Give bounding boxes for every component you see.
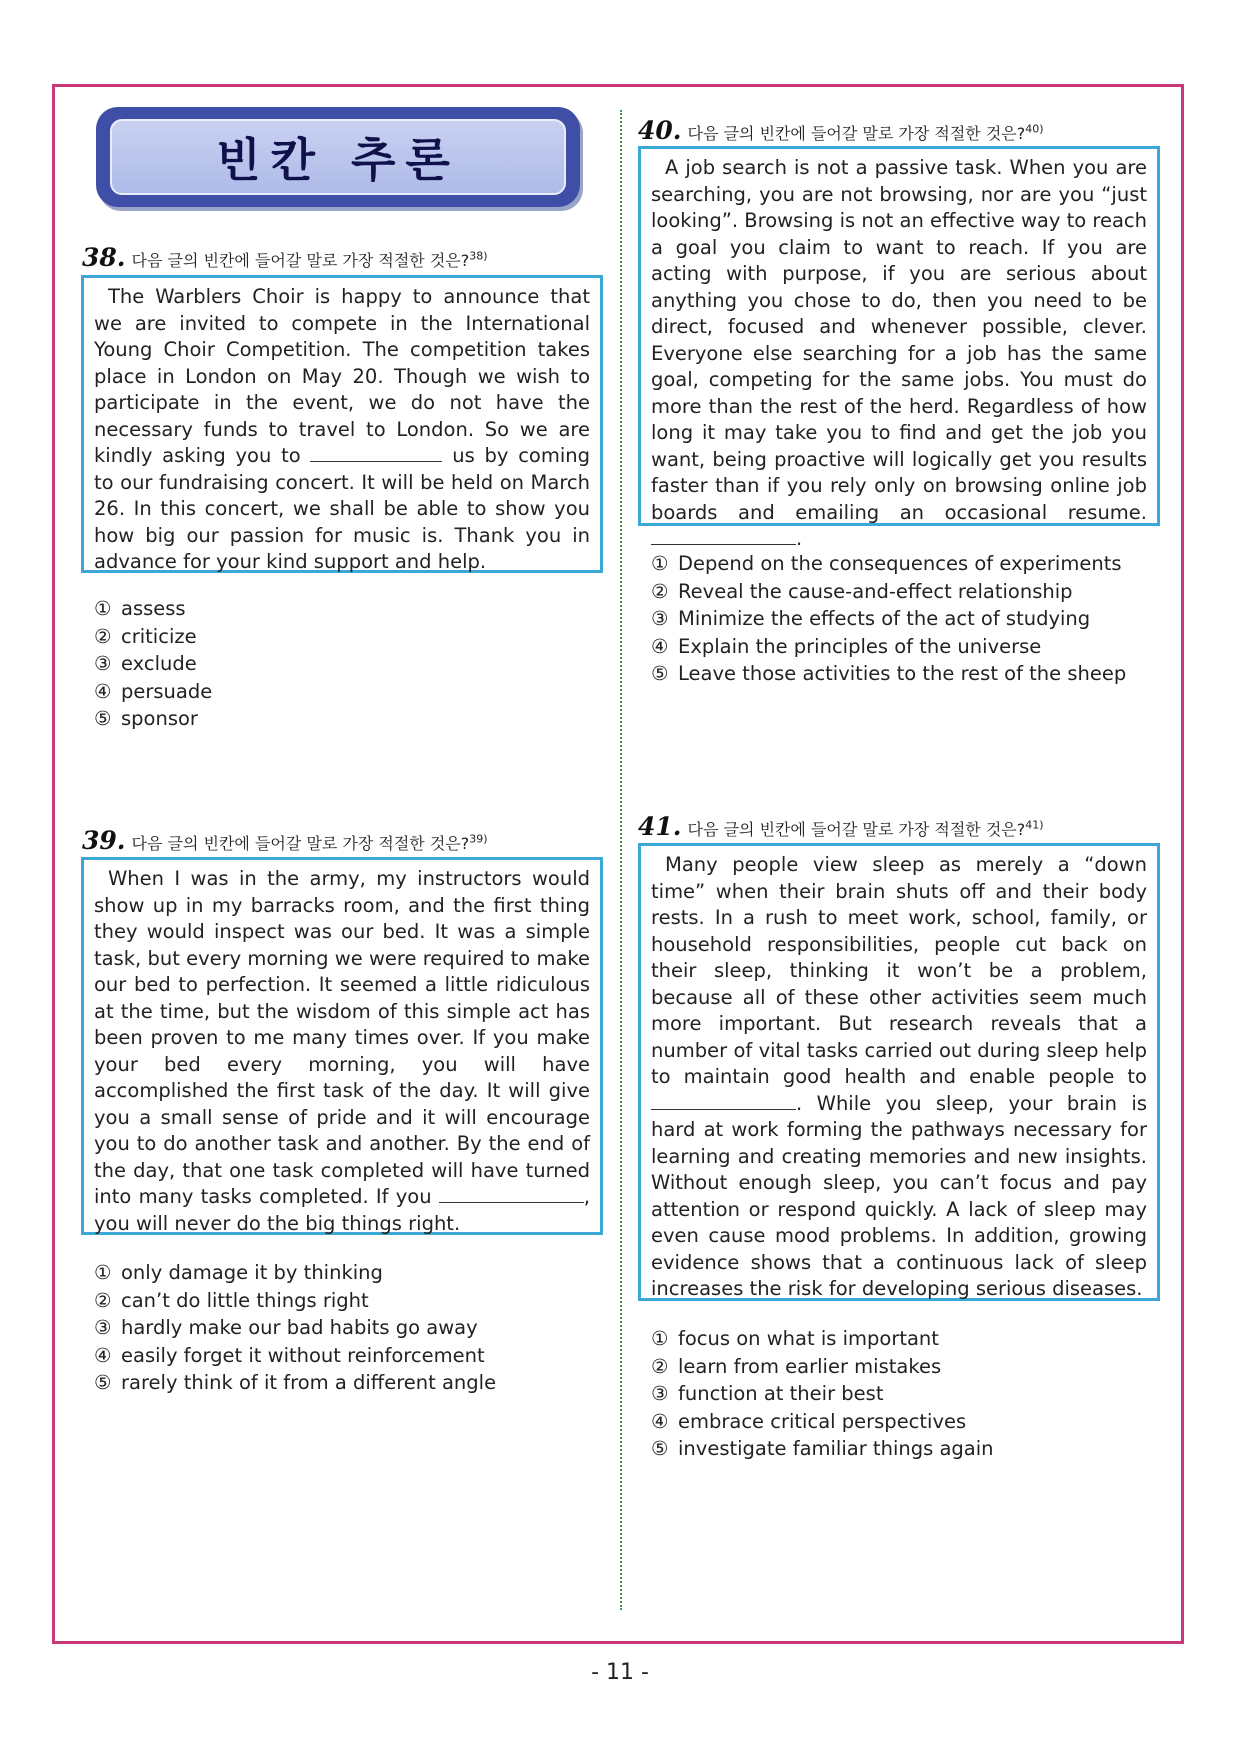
question-number: 41. (638, 812, 682, 841)
question-41-options (651, 1325, 994, 1463)
answer-blank (439, 1184, 584, 1203)
question-38-options (94, 595, 212, 733)
option-item[interactable]: ① only damage it by thinking (94, 1261, 383, 1284)
section-title: 빈칸 추론 (216, 133, 460, 187)
option-item[interactable]: ② can’t do little things right (94, 1288, 369, 1312)
passage-text: When I was in the army, my instructors would show up in my barracks room, and the first thing they would inspect was our bed. It was a simple task, but every morning we were required to make our bed to perfection. It seemed a little ridiculous at the time, but the wisdom of this simple act has been proven to me many times over. If you make your bed every morning, you will have accomplished the first task of the day. It will give you a small sense of pride and it will encourage you to do another task and another. By the end of the day, that one task completed will have turned into many tasks completed. If you (94, 867, 590, 1208)
option-item[interactable]: ① assess (94, 597, 186, 620)
option-item[interactable]: ③ function at their best (651, 1382, 884, 1405)
option-item[interactable]: ③ exclude (94, 652, 197, 675)
option-item[interactable]: ② Reveal the cause-and-effect relationship (651, 579, 1073, 603)
question-prompt: 다음 글의 빈칸에 들어갈 말로 가장 적절한 것은?$^{40)}$ (687, 122, 1044, 143)
section-title-inner (110, 119, 566, 195)
answer-blank (310, 443, 442, 462)
question-38-header (82, 243, 488, 272)
question-41-passage (638, 843, 1160, 1301)
question-41-header (638, 812, 1044, 841)
question-number: 40. (638, 116, 682, 145)
question-prompt: 다음 글의 빈칸에 들어갈 말로 가장 적절한 것은?$^{41)}$ (687, 818, 1044, 839)
passage-text: . (796, 527, 803, 550)
option-item[interactable]: ⑤ Leave those activities to the rest of the sheep (651, 662, 1127, 685)
passage-text: Many people view sleep as merely a “down time” when their brain shuts off and their body rests. In a rush to meet work, school, family, or household responsibilities, people cut back on their sleep, thinking it won’t be a problem, because all of these other activities seem much more important. But research reveals that a number of vital tasks carried out during sleep help to maintain good health and enable people to (651, 853, 1147, 1088)
passage-text: A job search is not a passive task. When you are searching, you are not browsing, nor are you “just looking”. Browsing is not an effective way to reach a goal you claim to want to reach. If you are acting with purpose, if you are serious about anything you chose to do, then you need to be direct, focused and whenever possible, clever. Everyone else searching for a job has the same goal, competing for the same jobs. You must do more than the rest of the herd. Regardless of how long it may take you to find and get the job you want, being proactive will logically get you results faster than if you rely only on browsing online job boards and emailing an occasional resume. (651, 156, 1147, 524)
column-divider (620, 110, 622, 1610)
option-item[interactable]: ⑤ rarely think of it from a different angle (94, 1371, 497, 1394)
option-item[interactable]: ② criticize (94, 624, 197, 648)
option-item[interactable]: ① focus on what is important (651, 1327, 939, 1350)
option-item[interactable]: ③ Minimize the effects of the act of studying (651, 607, 1091, 630)
answer-blank (651, 1091, 796, 1110)
option-item[interactable]: ⑤ sponsor (94, 707, 198, 730)
question-40-header (638, 116, 1044, 145)
question-38-passage (81, 275, 603, 573)
passage-text: . While you sleep, your brain is hard at work forming the pathways necessary for learning and creating memories and new insights. Without enough sleep, you can’t focus and pay attention or respond quickly. A lack of sleep may even cause mood problems. In addition, growing evidence shows that a continuous lack of sleep increases the risk for developing serious diseases. (651, 1091, 1147, 1300)
question-39-header (82, 826, 488, 855)
question-40-passage (638, 146, 1160, 550)
page-number: - 11 - (591, 1660, 649, 1685)
section-title-banner (96, 107, 580, 207)
question-number: 39. (82, 826, 126, 855)
option-item[interactable]: ③ hardly make our bad habits go away (94, 1316, 478, 1339)
question-prompt: 다음 글의 빈칸에 들어갈 말로 가장 적절한 것은?$^{38)}$ (131, 249, 488, 270)
option-item[interactable]: ⑤ investigate familiar things again (651, 1437, 994, 1460)
answer-blank (651, 526, 796, 545)
question-39-passage (81, 857, 603, 1235)
option-item[interactable]: ① Depend on the consequences of experiments (651, 552, 1122, 575)
question-40-options (651, 550, 1126, 688)
option-item[interactable]: ④ Explain the principles of the universe (651, 634, 1042, 658)
passage-text: , you will never do the big things right. (94, 1185, 590, 1235)
option-item[interactable]: ② learn from earlier mistakes (651, 1354, 942, 1378)
passage-text: us by coming to our fundraising concert. It will be held on March 26. In this concert, we shall be able to show you how big our passion for music is. Thank you in advance for your kind support and help. (94, 444, 591, 573)
question-number: 38. (82, 243, 126, 272)
question-39-options (94, 1259, 496, 1397)
option-item[interactable]: ④ persuade (94, 679, 213, 703)
option-item[interactable]: ④ embrace critical perspectives (651, 1409, 967, 1433)
question-prompt: 다음 글의 빈칸에 들어갈 말로 가장 적절한 것은?$^{39)}$ (131, 832, 488, 853)
option-item[interactable]: ④ easily forget it without reinforcement (94, 1343, 485, 1367)
passage-text: The Warblers Choir is happy to announce that we are invited to compete in the International Young Choir Competition. The competition takes place in London on May 20. Though we wish to participate in the event, we do not have the necessary funds to travel to London. So we are kindly asking you to (94, 285, 590, 467)
